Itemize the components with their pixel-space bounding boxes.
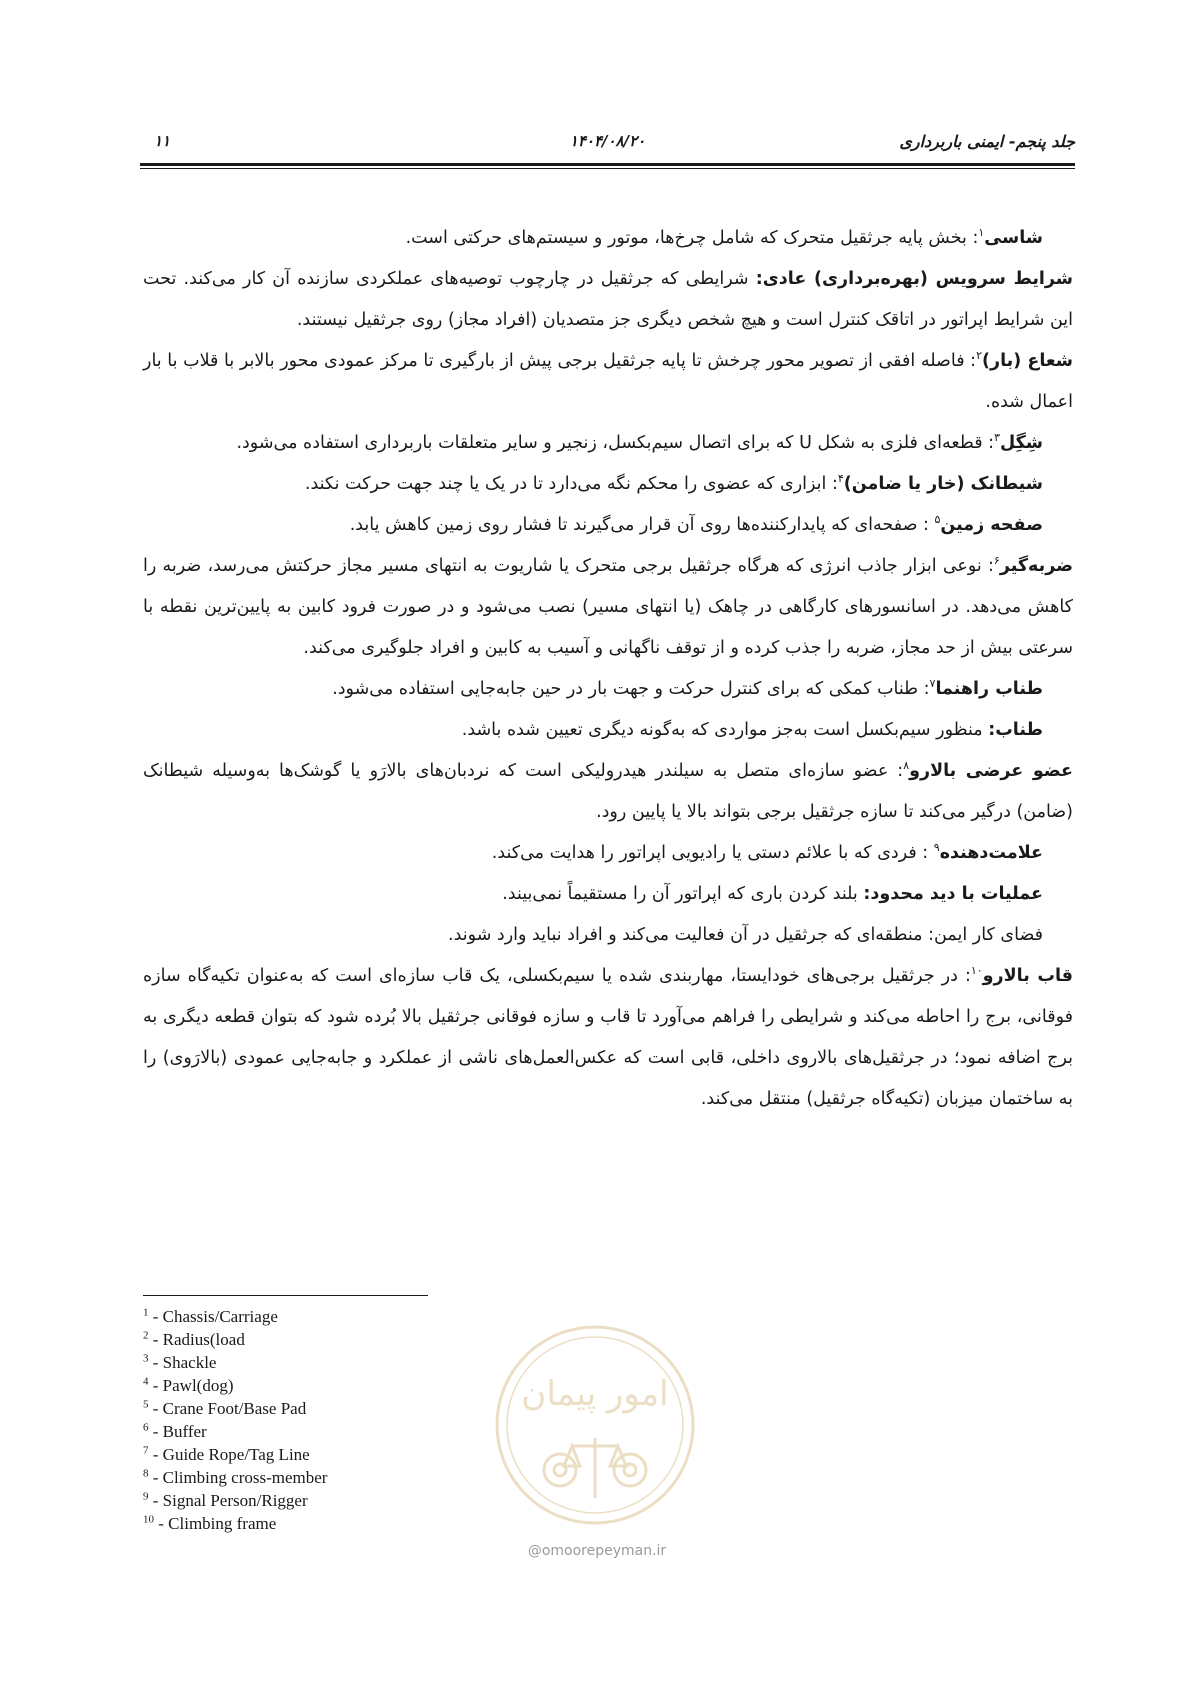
definition-text: : صفحه‌ای که پایدارکننده‌ها روی آن قرار می‌گیرند تا فشار روی زمین کاهش یابد.	[349, 515, 935, 535]
footnote-text: - Buffer	[152, 1422, 207, 1441]
definition-term: شِگِل	[999, 433, 1043, 453]
definition-text: منظور سیم‌بکسل است به‌جز مواردی که به‌گونه دیگری تعیین شده باشد.	[461, 720, 989, 740]
definition-paragraph	[143, 341, 1073, 423]
footnote-text: - Chassis/Carriage	[152, 1307, 278, 1326]
definition-text: فضای کار ایمن: منطقه‌ای که جرثقیل در آن فعالیت می‌کند و افراد نباید وارد شوند.	[448, 925, 1043, 945]
footnote-text: - Radius(load	[152, 1330, 245, 1349]
footnote-number: 6	[143, 1421, 149, 1434]
definition-term: صفحه زمین	[940, 515, 1043, 535]
definition-term: شاسی	[984, 228, 1043, 248]
definition-text: : نوعی ابزار جاذب انرژی که هرگاه جرثقیل برجی متحرک یا شاریوت به انتهای مسیر مجاز حرکتش می‌رسد، ضربه را کاهش می‌دهد. در اسانسورهای کارگاهی در چاهک (یا انتهای مسیر) نصب می‌شود و در صورت فرود کابین به پایین‌ترین نقطه با سرعتی بیش از حد مجاز، ضربه را جذب کرده و از توقف ناگهانی و آسیب به کابین و افراد جلوگیری می‌کند.	[143, 556, 1073, 658]
definition-term: علامت‌دهنده	[939, 843, 1043, 863]
definition-text: : طناب کمکی که برای کنترل حرکت و جهت بار در حین جابه‌جایی استفاده می‌شود.	[332, 679, 930, 699]
footnote-text: - Shackle	[152, 1353, 217, 1372]
footnote-ref[interactable]: ۱	[978, 226, 985, 240]
footnote-ref[interactable]: ۳	[994, 431, 1000, 445]
definition-paragraph	[143, 546, 1073, 669]
header-rule-thin	[140, 168, 1075, 169]
definition-text: : فردی که با علائم دستی یا رادیویی اپراتور را هدایت می‌کند.	[491, 843, 934, 863]
definition-text: : فاصله افقی از تصویر محور چرخش تا پایه جرثقیل برجی پیش از بارگیری تا مرکز عمودی محور بالابر با قلاب با بار اعمال شده.	[143, 351, 1073, 412]
definition-text: بلند کردن باری که اپراتور آن را مستقیماً نمی‌بیند.	[502, 884, 864, 904]
definition-term: شرایط سرویس (بهره‌برداری) عادی:	[755, 269, 1073, 289]
footnote-text: - Climbing cross-member	[152, 1468, 328, 1487]
footnote-ref[interactable]: ۸	[903, 759, 910, 773]
book-title: جلد پنجم- ایمنی باربرداری	[899, 132, 1075, 151]
definition-paragraph	[143, 505, 1073, 546]
definition-paragraph	[143, 751, 1073, 833]
definition-text: : در جرثقیل برجی‌های خودایستا، مهاربندی شده یا سیم‌بکسلی، یک قاب سازه‌ای است که به‌عنوان تکیه‌گاه سازه فوقانی، برج را احاطه می‌کند و شرایطی را فراهم می‌آورد تا قاب و سازه فوقانی جرثقیل بالا بُرده شود که بتوان قطعه دیگری به برج اضافه نمود؛ در جرثقیل‌های بالاروی داخلی، قابی است که عکس‌العمل‌های ناشی از عملکرد و جابه‌جایی عمودی (بالارَوی) را به ساختمان میزبان (تکیه‌گاه جرثقیل) منتقل می‌کند.	[143, 966, 1073, 1109]
definition-term: شعاع (بار)	[982, 351, 1074, 371]
definition-paragraph	[143, 464, 1073, 505]
watermark-site	[492, 1543, 702, 1559]
footnote-ref[interactable]: ۶	[993, 554, 1000, 568]
footnote-ref[interactable]: ۷	[929, 677, 936, 691]
definitions-body	[143, 218, 1073, 1120]
definition-paragraph	[143, 833, 1073, 874]
footnote-ref[interactable]: ۱۰	[970, 964, 983, 978]
definition-term: شیطانک (خار یا ضامن)	[843, 474, 1043, 494]
header-date: ۱۴۰۴/۰۸/۲۰	[569, 132, 646, 150]
footnote-text: - Crane Foot/Base Pad	[152, 1399, 307, 1418]
definition-text: شرایطی که جرثقیل در چارچوب توصیه‌های عملکردی سازنده آن کار می‌کند. تحت این شرایط اپراتور در اتاقک کنترل است و هیچ شخص دیگری جز متصدیان (افراد مجاز) روی جرثقیل نیستند.	[143, 269, 1073, 330]
definition-text: : قطعه‌ای فلزی به شکل U که برای اتصال سیم‌بکسل، زنجیر و سایر متعلقات باربرداری استفاده می‌شود.	[236, 433, 995, 453]
definition-term: طناب:	[988, 720, 1043, 740]
watermark-site-label: omoorepeyman.ir	[541, 1543, 667, 1559]
footnote-text: - Guide Rope/Tag Line	[152, 1445, 310, 1464]
footnote-ref[interactable]: ۵	[934, 513, 941, 527]
watermark-logo-icon	[490, 1320, 700, 1530]
definition-paragraph	[143, 259, 1073, 341]
footnote-number: 4	[143, 1375, 149, 1388]
footnote-text: - Signal Person/Rigger	[152, 1491, 308, 1510]
watermark-logo-text: امور پیمان	[521, 1374, 669, 1414]
footnote-number: 9	[143, 1490, 149, 1503]
definition-paragraph	[143, 669, 1073, 710]
definition-term: عملیات با دید محدود:	[863, 884, 1043, 904]
definition-paragraph	[143, 956, 1073, 1120]
footnote-ref[interactable]: ۹	[933, 841, 940, 855]
definition-text: : عضو سازه‌ای متصل به سیلندر هیدرولیکی است که نردبان‌های بالارَو یا گوشک‌ها به‌وسیله شیطانک (ضامن) درگیر می‌کند تا سازه جرثقیل برجی بتواند بالا یا پایین رود.	[143, 761, 1073, 822]
footnote-number: 7	[143, 1444, 149, 1457]
footnote-text: - Pawl(dog)	[152, 1376, 234, 1395]
footnote-number: 3	[143, 1352, 149, 1365]
footnote-text: - Climbing frame	[158, 1514, 277, 1533]
definition-paragraph	[143, 710, 1073, 751]
footnote-number: 8	[143, 1467, 149, 1480]
definition-term: طناب راهنما	[935, 679, 1043, 699]
definition-text: : ابزاری که عضوی را محکم نگه می‌دارد تا در یک یا چند جهت حرکت نکند.	[304, 474, 838, 494]
footnote-number: 2	[143, 1329, 149, 1342]
footnote-number: 5	[143, 1398, 149, 1411]
definition-term: عضو عرضی بالارو	[909, 761, 1073, 781]
at-icon: @	[527, 1543, 542, 1559]
page-number: ۱۱	[154, 132, 171, 150]
footnote-ref[interactable]: ۴	[837, 472, 844, 486]
footnote-number: 10	[143, 1513, 154, 1526]
definition-term: ضربه‌گیر	[999, 556, 1073, 576]
page-header	[140, 128, 1075, 158]
definition-paragraph	[143, 218, 1073, 259]
definition-paragraph	[143, 423, 1073, 464]
footnote-separator	[143, 1295, 428, 1296]
definition-paragraph	[143, 915, 1073, 956]
footnote-ref[interactable]: ۲	[976, 349, 983, 363]
definition-term: قاب بالارو	[982, 966, 1073, 986]
definition-text: : بخش پایه جرثقیل متحرک که شامل چرخ‌ها، موتور و سیستم‌های حرکتی است.	[405, 228, 979, 248]
footnote-number: 1	[143, 1306, 149, 1319]
header-rule-thick	[140, 163, 1075, 166]
definition-paragraph	[143, 874, 1073, 915]
